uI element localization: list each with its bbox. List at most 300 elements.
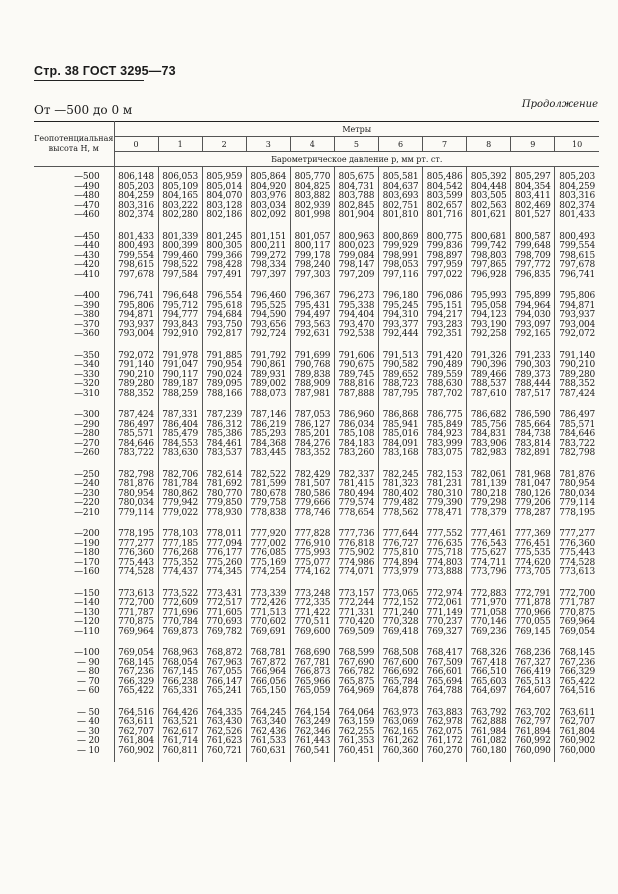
pressure-value: 785,756 — [470, 419, 507, 430]
pressure-value: 791,140 — [118, 360, 154, 370]
height-cell — [34, 346, 114, 406]
pressure-value: 793,004 — [118, 329, 154, 339]
pressure-value: 774,437 — [162, 567, 199, 577]
pressure-value: 801,998 — [294, 210, 331, 220]
pressure-value: 766,601 — [426, 667, 463, 677]
pressure-value: 797,022 — [426, 269, 463, 280]
pressure-value: 767,236 — [559, 657, 596, 668]
height-cell — [34, 227, 114, 287]
pressure-value: 803,128 — [206, 200, 243, 211]
pressure-value: 768,963 — [162, 648, 199, 658]
pressure-value: 777,277 — [118, 538, 154, 549]
pressure-value: 785,108 — [338, 429, 375, 439]
pressure-value: 787,517 — [514, 388, 551, 399]
pressure-cell — [555, 524, 599, 584]
pressure-value: 786,404 — [162, 419, 199, 430]
pressure-value: 775,627 — [470, 548, 507, 558]
pressure-cell — [555, 286, 599, 346]
pressure-value: 770,602 — [250, 617, 287, 627]
pressure-cell — [555, 346, 599, 406]
pressure-value: 767,327 — [514, 657, 551, 668]
pressure-value: 780,218 — [470, 488, 507, 499]
pressure-value: 768,145 — [559, 648, 596, 658]
pressure-value: 797,959 — [426, 260, 463, 270]
pressure-cell — [158, 524, 202, 584]
pressure-value: 798,240 — [294, 260, 331, 270]
pressure-value: 771,878 — [514, 598, 551, 608]
pressure-value: 770,875 — [118, 617, 154, 627]
pressure-cell — [290, 227, 334, 287]
header-rule — [34, 80, 144, 81]
pressure-cell — [202, 465, 246, 525]
pressure-value: 788,537 — [470, 379, 507, 389]
pressure-value: 761,984 — [470, 726, 507, 737]
pressure-cell — [423, 405, 467, 465]
pressure-value: 769,418 — [382, 626, 419, 637]
pressure-value: 787,239 — [206, 410, 243, 420]
pressure-value: 783,906 — [470, 438, 507, 449]
height-value: —250 — [74, 469, 100, 480]
pressure-value: 775,260 — [206, 557, 243, 568]
pressure-value: 781,876 — [118, 479, 154, 489]
pressure-value: 802,469 — [514, 200, 551, 211]
pressure-value: 774,162 — [294, 567, 331, 577]
pressure-cell — [378, 286, 422, 346]
pressure-cell — [202, 524, 246, 584]
height-value: —210 — [74, 507, 100, 518]
pressure-value: 803,034 — [250, 200, 287, 211]
pressure-value: 798,615 — [118, 260, 154, 270]
pressure-value: 793,097 — [514, 319, 551, 330]
pressure-value: 771,422 — [294, 607, 331, 618]
pressure-value: 784,091 — [382, 438, 419, 449]
pressure-value: 765,422 — [118, 686, 154, 696]
pressure-value: 772,883 — [470, 588, 507, 599]
pressure-value: 776,727 — [382, 538, 419, 549]
pressure-value: 781,507 — [294, 479, 331, 489]
pressure-value: 799,272 — [250, 250, 287, 261]
pressure-value: 791,513 — [382, 350, 419, 361]
pressure-value: 785,571 — [118, 429, 154, 439]
pressure-value: 760,090 — [514, 745, 551, 756]
pressure-value: 802,751 — [382, 200, 419, 211]
pressure-value: 799,929 — [382, 241, 419, 251]
pressure-value: 774,254 — [250, 567, 287, 577]
pressure-value: 800,399 — [162, 241, 199, 251]
pressure-value: 775,718 — [426, 548, 463, 558]
pressure-value: 788,723 — [382, 379, 419, 389]
pressure-cell — [114, 584, 158, 644]
pressure-value: 789,559 — [426, 369, 463, 380]
pressure-value: 768,781 — [250, 648, 287, 658]
pressure-cell — [290, 405, 334, 465]
pressure-value: 806,053 — [162, 172, 199, 182]
pressure-value: 771,696 — [162, 607, 199, 618]
pressure-value: 795,245 — [382, 300, 419, 311]
pressure-cell — [467, 584, 511, 644]
column-header: 4 — [290, 137, 334, 152]
pressure-value: 761,894 — [514, 726, 551, 737]
pressure-value: 795,058 — [470, 300, 507, 311]
height-value: —130 — [74, 607, 100, 618]
pressure-value: 762,436 — [250, 726, 287, 737]
pressure-value: 767,236 — [118, 667, 154, 677]
pressure-value: 787,424 — [118, 410, 154, 420]
pressure-value: 793,750 — [206, 319, 243, 330]
pressure-cell — [246, 286, 290, 346]
height-value: —310 — [74, 388, 100, 399]
pressure-value: 761,443 — [294, 736, 331, 746]
pressure-value: 803,882 — [294, 191, 331, 201]
pressure-value: 761,623 — [206, 736, 243, 746]
pressure-value: 804,825 — [294, 181, 331, 192]
pressure-cell — [423, 227, 467, 287]
pressure-value: 797,303 — [294, 269, 331, 280]
pressure-value: 765,331 — [162, 686, 199, 696]
pressure-value: 801,810 — [382, 210, 419, 220]
pressure-cell — [555, 167, 599, 227]
pressure-value: 774,528 — [559, 557, 596, 568]
pressure-subheader: Барометрическое давление p, мм рт. ст. — [114, 152, 599, 167]
pressure-value: 760,631 — [250, 745, 287, 756]
pressure-value: 781,784 — [162, 479, 199, 489]
pressure-value: 764,245 — [250, 707, 287, 718]
pressure-value: 781,415 — [338, 479, 375, 489]
pressure-value: 790,582 — [382, 360, 419, 370]
pressure-value: 802,280 — [162, 210, 199, 220]
height-cell — [34, 465, 114, 525]
pressure-value: 794,310 — [382, 310, 419, 320]
pressure-value: 785,664 — [514, 419, 551, 430]
pressure-value: 802,374 — [118, 210, 154, 220]
pressure-value: 785,016 — [382, 429, 419, 439]
pressure-value: 788,444 — [514, 379, 551, 389]
pressure-value: 787,053 — [294, 410, 331, 420]
pressure-value: 785,479 — [162, 429, 199, 439]
pressure-value: 781,599 — [250, 479, 287, 489]
height-value: —190 — [74, 538, 100, 549]
pressure-value: 776,268 — [162, 548, 199, 558]
pressure-value: 765,966 — [294, 676, 331, 687]
pressure-value: 800,023 — [338, 241, 375, 251]
pressure-value: 800,775 — [426, 231, 463, 242]
pressure-cell — [511, 346, 555, 406]
pressure-value: 762,707 — [559, 717, 596, 727]
pressure-value: 784,276 — [294, 438, 331, 449]
pressure-value: 786,312 — [206, 419, 243, 430]
column-header: 8 — [467, 137, 511, 152]
pressure-cell — [202, 643, 246, 703]
pressure-value: 792,072 — [559, 329, 596, 339]
pressure-value: 780,126 — [514, 488, 551, 499]
pressure-value: 762,526 — [206, 726, 243, 737]
pressure-value: 794,871 — [559, 300, 596, 311]
pressure-value: 770,966 — [514, 607, 551, 618]
pressure-value: 783,630 — [162, 448, 199, 458]
height-cell — [34, 703, 114, 763]
pressure-value: 792,165 — [514, 329, 551, 339]
pressure-value: 764,335 — [206, 707, 243, 718]
height-value: —490 — [74, 181, 100, 192]
pressure-value: 779,850 — [206, 498, 243, 508]
pressure-value: 763,159 — [338, 717, 375, 727]
pressure-value: 793,563 — [294, 319, 331, 330]
pressure-value: 764,969 — [338, 686, 375, 696]
pressure-value: 791,140 — [559, 350, 596, 361]
pressure-value: 792,538 — [338, 329, 375, 339]
pressure-value: 797,772 — [514, 260, 551, 270]
pressure-value: 798,334 — [250, 260, 287, 270]
pressure-cell — [158, 167, 202, 227]
height-value: —110 — [74, 626, 100, 637]
pressure-value: 794,123 — [470, 310, 507, 320]
pressure-value: 799,836 — [426, 241, 463, 251]
pressure-value: 790,489 — [426, 360, 463, 370]
pressure-value: 775,443 — [118, 557, 154, 568]
pressure-value: 767,509 — [426, 657, 463, 668]
pressure-value: 790,396 — [470, 360, 507, 370]
pressure-cell — [334, 346, 378, 406]
pressure-value: 777,828 — [294, 529, 331, 539]
pressure-cell — [202, 346, 246, 406]
pressure-value: 767,418 — [470, 657, 507, 668]
pressure-value: 804,259 — [559, 181, 596, 192]
pressure-value: 770,875 — [559, 607, 596, 618]
pressure-value: 780,862 — [162, 488, 199, 499]
pressure-value: 777,002 — [250, 538, 287, 549]
pressure-value: 792,910 — [162, 329, 199, 339]
continuation-label: Продолжение — [521, 99, 598, 110]
pressure-value: 766,419 — [514, 667, 551, 677]
pressure-cell — [334, 643, 378, 703]
height-value: —370 — [74, 319, 100, 330]
pressure-value: 796,835 — [514, 269, 551, 280]
pressure-value: 778,011 — [206, 529, 243, 539]
pressure-value: 796,273 — [338, 291, 375, 301]
pressure-value: 796,648 — [162, 291, 199, 301]
height-cell — [34, 524, 114, 584]
pressure-value: 799,460 — [162, 250, 199, 261]
pressure-value: 777,736 — [338, 529, 375, 539]
pressure-cell — [246, 465, 290, 525]
pressure-value: 771,970 — [470, 598, 507, 608]
pressure-value: 801,621 — [470, 210, 507, 220]
pressure-value: 798,522 — [162, 260, 199, 270]
height-value: —240 — [74, 479, 100, 489]
pressure-value: 798,803 — [470, 250, 507, 261]
pressure-cell — [511, 584, 555, 644]
pressure-value: 794,964 — [514, 300, 551, 311]
pressure-value: 782,798 — [118, 469, 154, 480]
pressure-value: 766,964 — [250, 667, 287, 677]
pressure-value: 773,705 — [514, 567, 551, 577]
pressure-value: 789,280 — [559, 369, 596, 380]
pressure-value: 806,148 — [118, 172, 154, 182]
pressure-value: 774,986 — [338, 557, 375, 568]
pressure-value: 788,816 — [338, 379, 375, 389]
pressure-value: 777,461 — [470, 529, 507, 539]
pressure-value: 773,979 — [382, 567, 419, 577]
pressure-cell — [202, 703, 246, 763]
pressure-cell — [467, 286, 511, 346]
pressure-value: 787,146 — [250, 410, 287, 420]
pressure-value: 770,237 — [426, 617, 463, 627]
pressure-value: 764,516 — [118, 707, 154, 718]
height-value: —340 — [74, 360, 100, 370]
pressure-cell — [202, 286, 246, 346]
pressure-value: 796,741 — [118, 291, 154, 301]
pressure-value: 801,151 — [250, 231, 287, 242]
pressure-cell — [378, 227, 422, 287]
pressure-value: 778,195 — [559, 507, 596, 518]
pressure-value: 760,000 — [559, 745, 596, 756]
pressure-value: 782,522 — [250, 469, 287, 480]
pressure-value: 796,367 — [294, 291, 331, 301]
height-value: —430 — [74, 250, 100, 261]
height-value: —460 — [74, 210, 100, 220]
pressure-value: 773,888 — [426, 567, 463, 577]
pressure-value: 762,255 — [338, 726, 375, 737]
pressure-value: 774,528 — [118, 567, 154, 577]
pressure-value: 800,493 — [559, 231, 596, 242]
pressure-value: 779,114 — [118, 507, 154, 518]
pressure-value: 777,552 — [426, 529, 463, 539]
pressure-value: 786,868 — [382, 410, 419, 420]
pressure-value: 785,386 — [206, 429, 243, 439]
pressure-value: 766,873 — [294, 667, 331, 677]
pressure-value: 789,095 — [206, 379, 243, 389]
height-value: —450 — [74, 231, 100, 242]
pressure-value: 783,168 — [382, 448, 419, 458]
pressure-value: 766,329 — [559, 667, 596, 677]
pressure-value: 763,611 — [118, 717, 154, 727]
pressure-value: 795,993 — [470, 291, 507, 301]
pressure-value: 772,152 — [382, 598, 419, 608]
pressure-cell — [555, 465, 599, 525]
column-header: 2 — [202, 137, 246, 152]
height-cell — [34, 584, 114, 644]
pressure-value: 769,145 — [514, 626, 551, 637]
pressure-value: 768,690 — [294, 648, 331, 658]
pressure-value: 802,092 — [250, 210, 287, 220]
pressure-value: 772,426 — [250, 598, 287, 608]
pressure-cell — [334, 227, 378, 287]
pressure-value: 783,722 — [559, 438, 596, 449]
height-value: — 20 — [76, 736, 100, 746]
pressure-value: 780,402 — [382, 488, 419, 499]
pressure-value: 766,056 — [250, 676, 287, 687]
pressure-value: 791,792 — [250, 350, 287, 361]
pressure-value: 762,165 — [382, 726, 419, 737]
pressure-value: 790,117 — [162, 369, 199, 380]
pressure-cell — [290, 286, 334, 346]
pressure-value: 797,584 — [162, 269, 199, 280]
pressure-value: 778,103 — [162, 529, 199, 539]
pressure-value: 779,942 — [162, 498, 199, 508]
pressure-value: 790,954 — [206, 360, 243, 370]
pressure-value: 767,781 — [294, 657, 331, 668]
pressure-value: 785,941 — [382, 419, 419, 430]
pressure-value: 802,374 — [559, 200, 596, 211]
pressure-value: 771,058 — [470, 607, 507, 618]
pressure-value: 801,527 — [514, 210, 551, 220]
pressure-value: 779,574 — [338, 498, 375, 508]
pressure-value: 776,451 — [514, 538, 551, 549]
pressure-value: 760,902 — [559, 736, 596, 746]
pressure-value: 784,831 — [470, 429, 507, 439]
pressure-value: 793,190 — [470, 319, 507, 330]
pressure-value: 779,022 — [162, 507, 199, 518]
pressure-value: 769,327 — [426, 626, 463, 637]
pressure-cell — [246, 584, 290, 644]
height-value: —100 — [74, 648, 100, 658]
pressure-value: 761,353 — [338, 736, 375, 746]
table-row — [34, 346, 599, 406]
pressure-cell — [467, 346, 511, 406]
pressure-value: 773,796 — [470, 567, 507, 577]
pressure-value: 762,346 — [294, 726, 331, 737]
pressure-value: 760,451 — [338, 745, 375, 756]
table-row — [34, 167, 599, 227]
pressure-cell — [467, 524, 511, 584]
height-value: —440 — [74, 241, 100, 251]
pressure-value: 770,146 — [470, 617, 507, 627]
pressure-value: 793,843 — [162, 319, 199, 330]
pressure-value: 799,742 — [470, 241, 507, 251]
height-value: —410 — [74, 269, 100, 280]
pressure-value: 778,654 — [338, 507, 375, 518]
pressure-value: 791,233 — [514, 350, 551, 361]
pressure-value: 766,329 — [118, 676, 154, 687]
pressure-value: 788,352 — [559, 379, 596, 389]
pressure-value: 786,219 — [250, 419, 287, 430]
pressure-value: 761,172 — [426, 736, 463, 746]
height-value: —160 — [74, 567, 100, 577]
pressure-value: 788,352 — [118, 388, 154, 399]
pressure-value: 805,203 — [118, 181, 154, 192]
pressure-value: 773,157 — [338, 588, 375, 599]
pressure-value: 766,238 — [162, 676, 199, 687]
pressure-value: 780,310 — [426, 488, 463, 499]
pressure-value: 763,340 — [250, 717, 287, 727]
pressure-value: 774,894 — [382, 557, 419, 568]
pressure-value: 766,510 — [470, 667, 507, 677]
pressure-cell — [158, 227, 202, 287]
pressure-value: 770,693 — [206, 617, 243, 627]
pressure-value: 794,217 — [426, 310, 463, 320]
pressure-value: 771,787 — [559, 598, 596, 608]
height-value: — 60 — [76, 686, 100, 696]
page-header: Стр. 38 ГОСТ 3295—73 — [34, 64, 176, 78]
height-value: —180 — [74, 548, 100, 558]
pressure-cell — [202, 584, 246, 644]
pressure-value: 789,280 — [118, 379, 154, 389]
pressure-cell — [467, 465, 511, 525]
pressure-value: 764,788 — [426, 686, 463, 696]
pressure-cell — [158, 465, 202, 525]
pressure-value: 791,047 — [162, 360, 199, 370]
pressure-cell — [290, 465, 334, 525]
pressure-value: 788,909 — [294, 379, 331, 389]
pressure-value: 766,692 — [382, 667, 419, 677]
pressure-cell — [378, 703, 422, 763]
pressure-value: 773,522 — [162, 588, 199, 599]
height-value: — 80 — [76, 667, 100, 677]
pressure-value: 801,433 — [118, 231, 154, 242]
column-header: 9 — [511, 137, 555, 152]
pressure-value: 768,326 — [470, 648, 507, 658]
pressure-value: 793,283 — [426, 319, 463, 330]
